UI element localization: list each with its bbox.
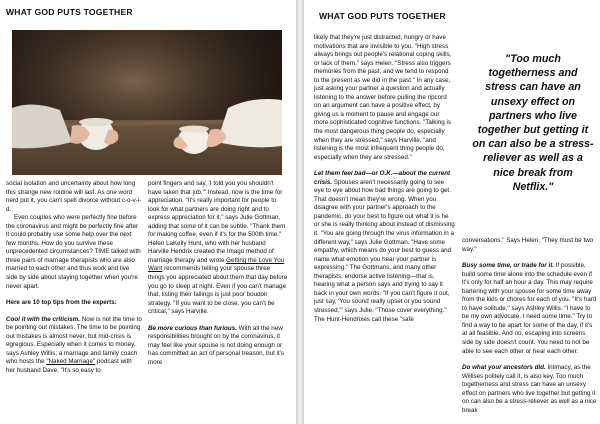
tips-intro: Here are 10 top tips from the experts: bbox=[6, 299, 117, 307]
right-page bbox=[304, 0, 600, 424]
paragraph: social isolation and uncertainty about how long this strange new routine will last. As one word nerd put it, you can't spell divorce without c-o-v-i-d. bbox=[6, 180, 142, 213]
run-in-heading: Busy some time, or trade for it. bbox=[462, 262, 555, 270]
left-column-1 bbox=[6, 180, 142, 375]
left-page bbox=[0, 0, 296, 424]
run-in-heading: Do what your ancestors did. bbox=[462, 364, 546, 372]
running-head: WHAT GOD PUTS TOGETHER bbox=[319, 11, 446, 21]
book-link[interactable]: Getting the Love You Want bbox=[148, 256, 285, 273]
naked-marriage-link[interactable]: "Naked Marriage" bbox=[46, 358, 96, 366]
run-in-heading: Be more curious than furious. bbox=[148, 324, 237, 332]
right-column-2 bbox=[462, 237, 598, 415]
left-column-2 bbox=[148, 180, 288, 367]
running-head: WHAT GOD PUTS TOGETHER bbox=[6, 7, 133, 17]
paragraph: point fingers and say, 'I told you you shouldn't have taken that job.'" Instead, now is the time for appreciation. "It's really important for people to look for what partners are doing right and to express appreciation for it," says Julie Gottman, adding that some of it can be subtle. "Thank them for making coffee, even if it's for the 500th time." Helen LaKelly Hunt, who with her husband Harville Hendrix created the Imago method of marriage therapy and wrote Getting the Love You Want recommends telling your spouse three things you appreciated about them that day before you go to sleep at night. Even if you can't manage that, listing their failings is just poor boudoir strategy. "If you want to be close, you can't be critical," says Harville. bbox=[148, 180, 288, 316]
spine-gutter bbox=[296, 0, 304, 424]
paragraph: Busy some time, or trade for it. If possible, build some time alone into the schedule even if it's only for half an hour a day. This may require bartering with your spouse for some time away from the kids or chores for each of you. "It's hard to have solitude," says Ashley Willis. "I have to be my own advocate. I need some time." Try to find a way to be apart for some of the day, if it's at all feasible. And no, escaping into screens side by side doesn't count. You need to not be able to see each other or hear each other. bbox=[462, 262, 597, 355]
paragraph: Even couples who were perfectly fine before the coronavirus and might be perfectly fine after it could probably use some help over the next few months. How do you survive these unprecedented circumstances? TIME talked with three pairs of marriage therapists who are also married to each other and thus work and live side by side about staying together when you're never apart. bbox=[6, 214, 141, 290]
right-column-1 bbox=[314, 34, 455, 324]
paragraph: likely that they're just distracted, hungry or have motivations that are invisible to you. "High stress always brings out people's relational coping skills, or lack of them," says Helen. "Stress also triggers memories from the past, and we tend to respond to the present as we did in the past." In any case, just asking your partner a question and actually listening to the answer before pulling the ripcord on an argument can have a positive effect, by giving us a moment to pause and engage our more sophisticated cognitive functions. "Talking is the most dangerous thing people do, especially when they are stressed," says Harville, "and listening is the most infrequent thing people do, especially when they are stressed." bbox=[314, 34, 452, 161]
paragraph: Be more curious than furious. With all the new responsibilities brought on by the coronavirus, it may feel like your spouse is not doing enough or has committed an act of personal treason, but it's more bbox=[148, 324, 284, 366]
paragraph: Let them feel bad—or O.K.—about the current crisis. Spouses aren't necessarily going to see eye to eye about how bad things are going to get. That doesn't mean they're wrong. When you disagree with your partner's approach to the pandemic, do your best to figure out what it is he or she is really thinking about instead of dismissing it. "You are going through the virus information in a different way," says Julie Gottman. "Have some empathy, which means do your best to guess and name what emotion you hear your partner is expressing." The Gottmans, and many other therapists, endorse active listening—that is, hearing what a person says and trying to say it back in your own words. "If you can't figure it out, just say, 'You sound really upset or you sound stressed,'" says Julie. "Those cover everything." The Hunt-Hendrixes call these "safe bbox=[314, 170, 455, 323]
pull-quote: "Too much togetherness and stress can have an unsexy effect on partners who live together but getting it on can also be a stress-reliever as well as a nice break from Netflix." bbox=[472, 53, 594, 193]
paragraph: conversations." Says Helen, "They must be two way." bbox=[462, 237, 594, 253]
run-in-heading: Let them feel bad—or O.K.—about the current crisis. bbox=[314, 170, 451, 186]
run-in-heading: Cool it with the criticism. bbox=[6, 315, 80, 323]
hands-holding-mugs-photo bbox=[12, 30, 282, 175]
paragraph: Do what your ancestors did. Intimacy, as the Willises politely call it, is also key. Too much togetherness and stress can have an unsexy effect on partners who live together but getting it on can also be a stress-reliever as well as a nice break bbox=[462, 364, 597, 414]
paragraph: Cool it with the criticism. Now is not the time to be pointing out mistakes. The time to be pointing out mistakes is almost never, but mid-crisis is egregious. Especially when it comes to money, says Ashley Willis, a marriage and family coach who hosts the "Naked Marriage" podcast with her husband Dave. "It's so easy to bbox=[6, 315, 142, 374]
